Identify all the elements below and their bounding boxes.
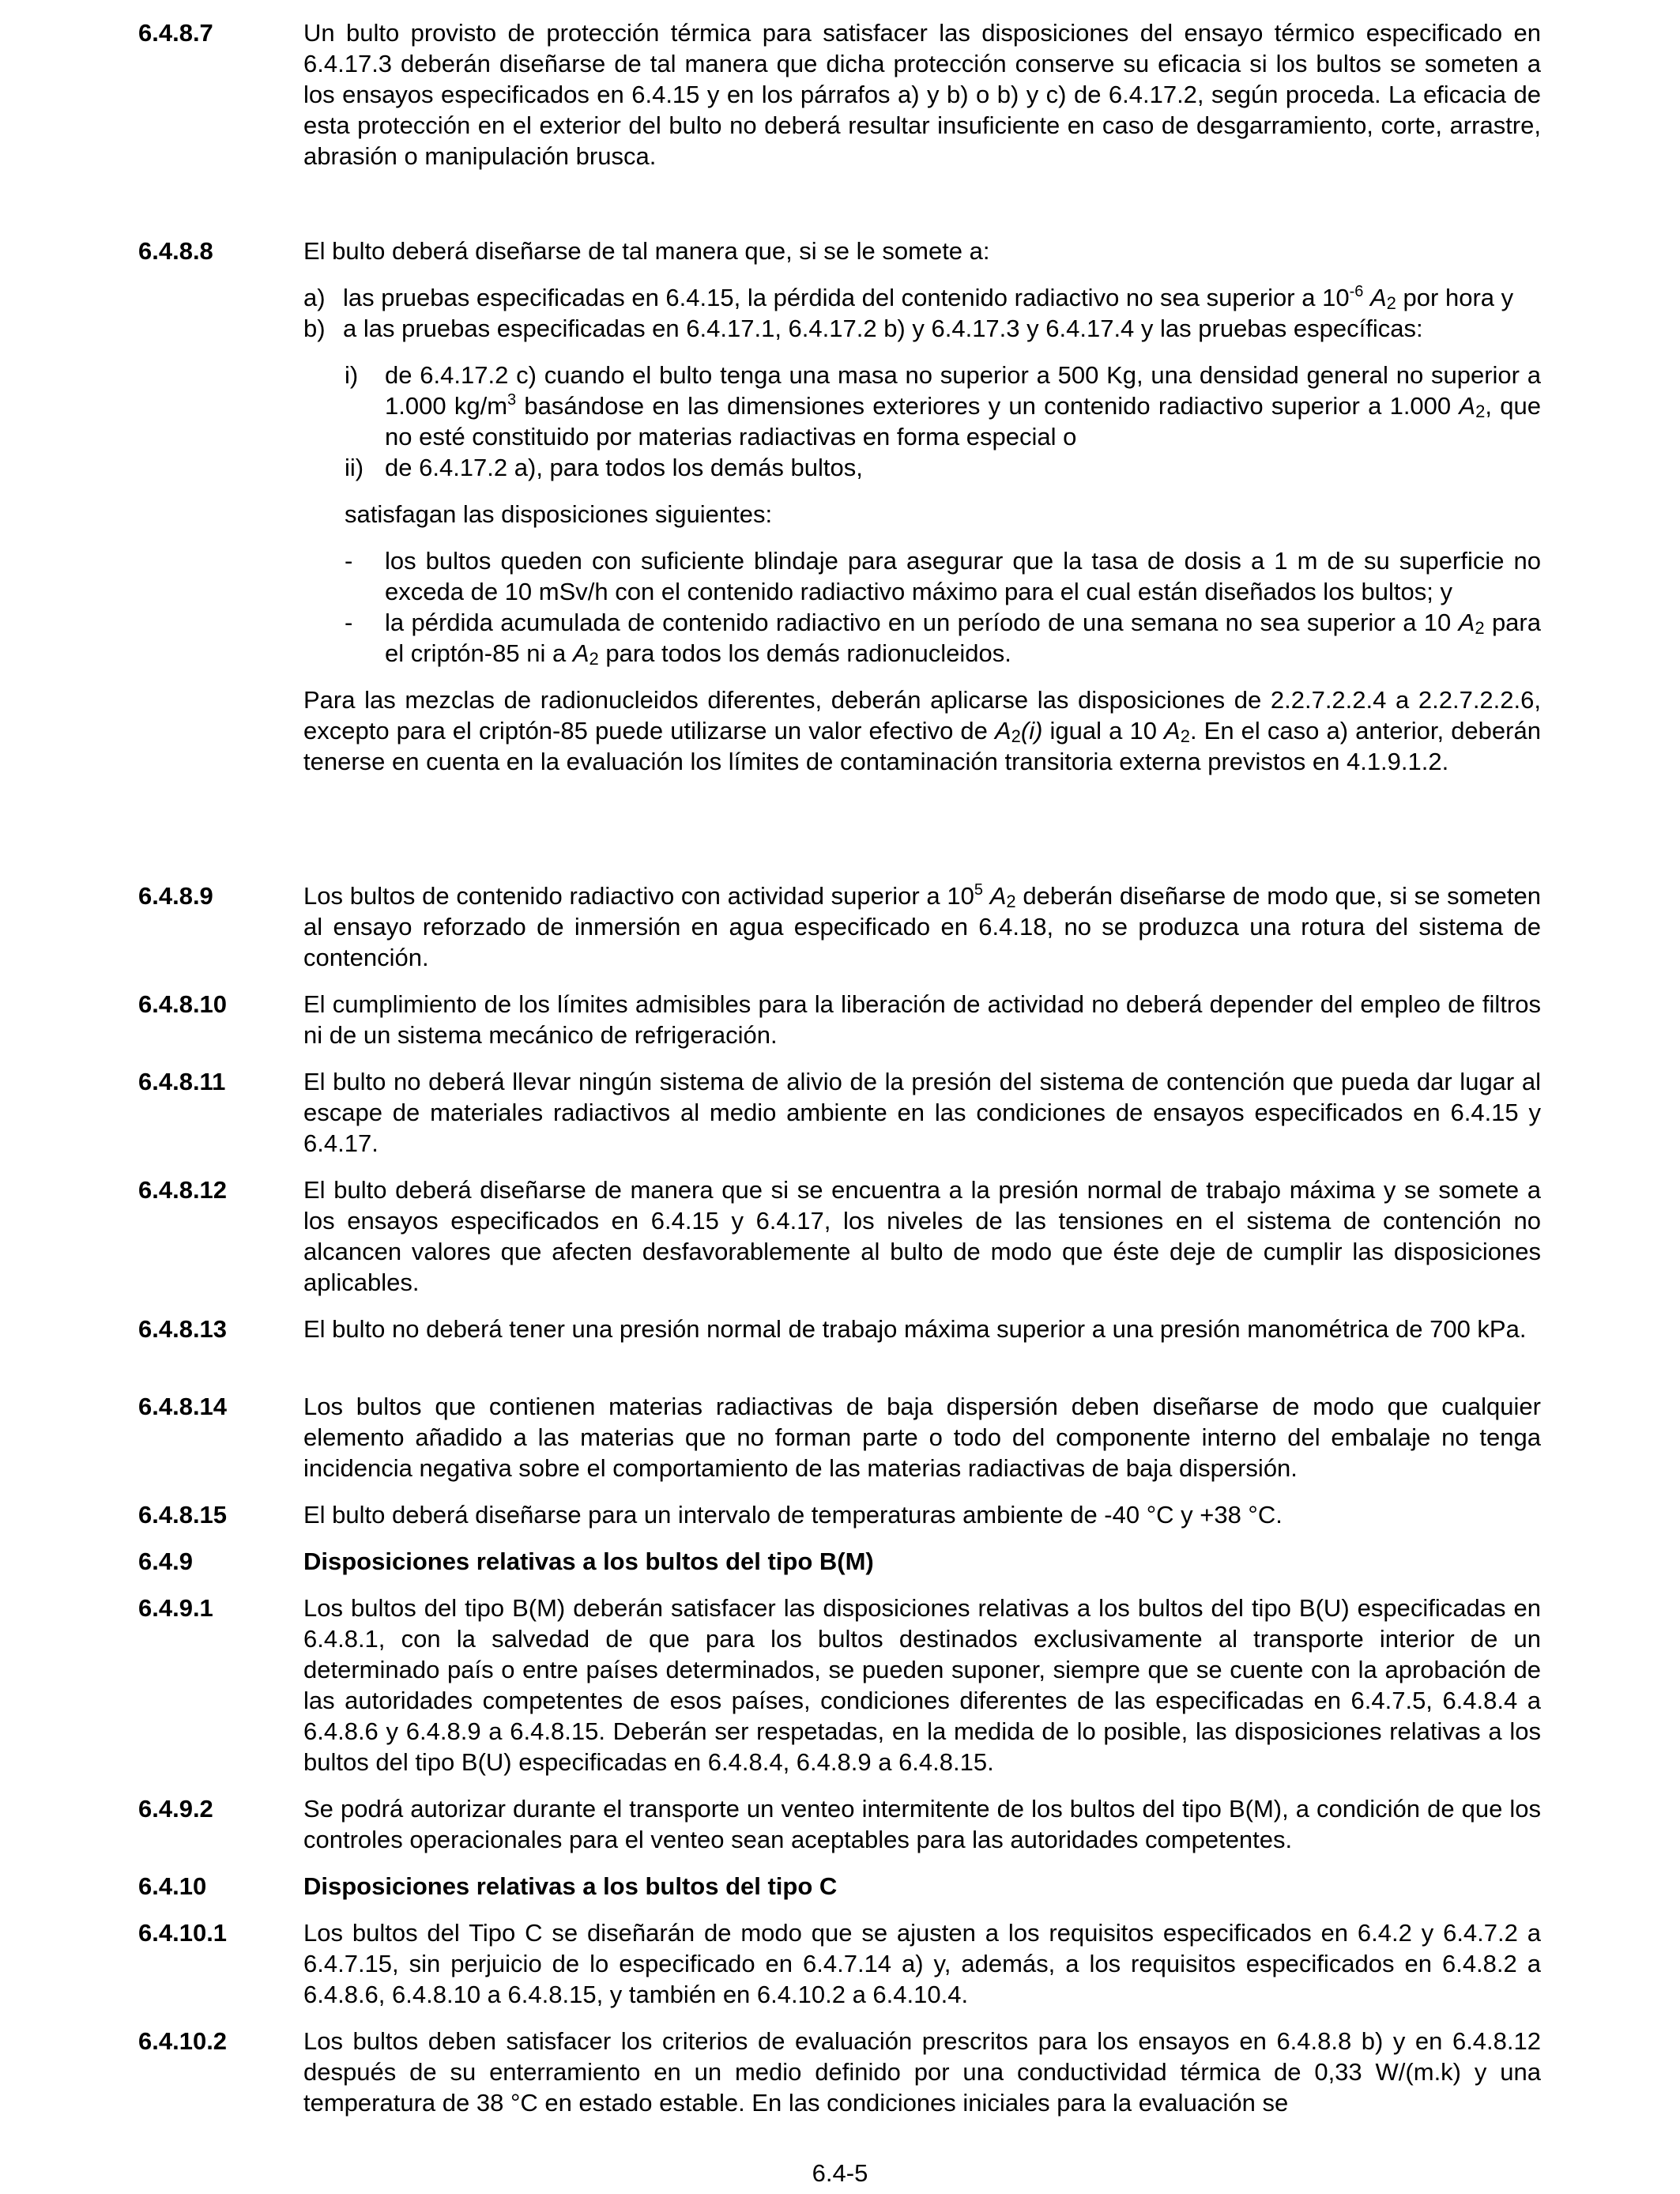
section-number: 6.4.9 [138,1547,193,1575]
list-item-i [303,360,1541,452]
mixtures-paragraph: Para las mezclas de radionucleidos diferentes, deberán aplicarse las disposiciones de 2.2.7.2.2.4 a 2.2.7.2.2.6, excepto para el criptón-85 puede utilizarse un valor efectivo de $A_2(i)$ igual a 10 $A_2$. En el caso a) anterior, deberán tenerse en cuenta en la evaluación los límites de contaminación transitoria externa previstos en 4.1.9.1.2. [303,686,1541,775]
section-number: 6.4.8.12 [138,1176,228,1204]
dash-item-1 [303,545,1541,607]
paragraph: Los bultos deben satisfacer los criterios de evaluación prescritos para los ensayos en 6.4.8.8 b) y en 6.4.8.12 después de su enterramiento en un medio definido por una conductividad térmica de 0,33 W/(m.k) y una temperatura de 38 °C en estado estable. En las condiciones iniciales para la evaluación se [303,2027,1541,2117]
section-body [303,1066,1541,1159]
section-body [303,236,1541,777]
paragraph: El bulto deberá diseñarse de manera que si se encuentra a la presión normal de trabajo máxima y se somete a los ensayos especificados en 6.4.15 y 6.4.17, los niveles de las tensiones en el sistema de contención no alcancen valores que afecten desfavorablemente al bulto de modo que éste deje de cumplir las disposiciones aplicables. [303,1176,1541,1296]
section-number: 6.4.10.1 [138,1919,228,1947]
item-label: b) [303,315,326,342]
dash-item-2 [303,607,1541,669]
intro-paragraph: El bulto deberá diseñarse de tal manera que, si se le somete a: [303,237,990,265]
section-body [303,2026,1541,2118]
paragraph: El bulto no deberá tener una presión normal de trabajo máxima superior a una presión manométrica de 700 kPa. [303,1315,1527,1343]
section-number: 6.4.8.9 [138,882,213,910]
item-label: ii) [345,454,364,481]
section-body [303,989,1541,1050]
section-number: 6.4.8.7 [138,19,213,47]
section-number: 6.4.9.2 [138,1795,213,1823]
item-label: - [345,547,353,575]
section-number: 6.4.8.15 [138,1501,228,1529]
paragraph: Se podrá autorizar durante el transporte un venteo intermitente de los bultos del tipo B(M), a condición de que los controles operacionales para el venteo sean aceptables para las autoridades competentes. [303,1795,1541,1853]
page-number: 6.4-5 [812,2159,868,2187]
list-item-a [303,282,1541,313]
paragraph: Los bultos de contenido radiactivo con actividad superior a $10^5$ $A_2$ deberán diseñarse de modo que, si se someten al ensayo reforzado de inmersión en agua especificado en 6.4.18, no se produzca una rotura del sistema de contención. [303,881,1541,971]
item-text: de 6.4.17.2 a), para todos los demás bultos, [385,454,863,481]
section-number: 6.4.8.11 [138,1068,226,1095]
section-number: 6.4.9.1 [138,1594,213,1622]
item-label: i) [345,361,359,389]
paragraph: Los bultos del Tipo C se diseñarán de modo que se ajusten a los requisitos especificados en 6.4.2 y 6.4.7.2 a 6.4.7.15, sin perjuicio de lo especificado en 6.4.7.14 a) y, además, a los requisitos especificados en 6.4.8.2 a 6.4.8.6, 6.4.8.10 a 6.4.8.15, y también en 6.4.10.2 a 6.4.10.4. [303,1919,1541,2008]
section-body [303,17,1541,172]
section-number: 6.4.10.2 [138,2027,228,2055]
item-text: los bultos queden con suficiente blindaje para asegurar que la tasa de dosis a 1 m de su superficie no exceda de 10 mSv/h con el contenido radiactivo máximo para el cual están diseñados los bultos; y [385,547,1541,605]
section-body [303,1174,1541,1298]
paragraph: El cumplimiento de los límites admisibles para la liberación de actividad no deberá depender del empleo de filtros ni de un sistema mecánico de refrigeración. [303,990,1541,1049]
paragraph: Un bulto provisto de protección térmica para satisfacer las disposiciones del ensayo térmico especificado en 6.4.17.3 deberán diseñarse de tal manera que dicha protección conserve su eficacia si los bultos se someten a los ensayos especificados en 6.4.15 y en los párrafos a) y b) o b) y c) de 6.4.17.2, según proceda. La eficacia de esta protección en el exterior del bulto no deberá resultar insuficiente en caso de desgarramiento, corte, arrastre, abrasión o manipulación brusca. [303,19,1541,170]
list-item-b [303,313,1541,344]
section-body [303,1593,1541,1777]
paragraph: El bulto no deberá llevar ningún sistema de alivio de la presión del sistema de contención que pueda dar lugar al escape de materiales radiactivos al medio ambiente en las condiciones de ensayos especificados en 6.4.15 y 6.4.17. [303,1068,1541,1157]
item-text: de 6.4.17.2 c) cuando el bulto tenga una masa no superior a 500 Kg, una densidad general no superior a 1.000 $kg/m^3$ basándose en las dimensiones exteriores y un contenido radiactivo superior a 1.000 $A_2$, que no esté constituido por materias radiactivas en forma especial o [385,361,1541,450]
section-body [303,880,1541,973]
section-body [303,1314,1541,1344]
item-label: - [345,609,353,636]
section-heading: Disposiciones relativas a los bultos del tipo B(M) [303,1547,874,1575]
section-body [303,1499,1541,1530]
section-number: 6.4.8.8 [138,237,213,265]
paragraph: Los bultos del tipo B(M) deberán satisfacer las disposiciones relativas a los bultos del tipo B(U) especificadas en 6.4.8.1, con la salvedad de que para los bultos destinados exclusivamente al transporte interior de un determinado país o entre países determinados, se pueden suponer, siempre que se cuente con la aprobación de las autoridades competentes de esos países, condiciones diferentes de las especificadas en 6.4.7.5, 6.4.8.4 a 6.4.8.6 y 6.4.8.9 a 6.4.8.15. Deberán ser respetadas, en la medida de lo posible, las disposiciones relativas a los bultos del tipo B(U) especificadas en 6.4.8.4, 6.4.8.9 a 6.4.8.15. [303,1594,1541,1776]
list-item-ii [303,452,1541,483]
satisfy-paragraph: satisfagan las disposiciones siguientes: [345,500,773,528]
paragraph: Los bultos que contienen materias radiactivas de baja dispersión deben diseñarse de modo que cualquier elemento añadido a las materias que no forman parte o todo del componente interno del embalaje no tenga incidencia negativa sobre el comportamiento de las materias radiactivas de baja dispersión. [303,1393,1541,1482]
paragraph: El bulto deberá diseñarse para un intervalo de temperaturas ambiente de -40 °C y +38 °C. [303,1501,1283,1529]
section-heading: Disposiciones relativas a los bultos del tipo C [303,1872,838,1900]
section-number: 6.4.8.13 [138,1315,228,1343]
section-number: 6.4.8.10 [138,990,228,1018]
item-text: la pérdida acumulada de contenido radiactivo en un período de una semana no sea superior a 10 $A_2$ para el criptón-85 ni a $A_2$ para todos los demás radionucleidos. [385,609,1541,669]
section-number: 6.4.8.14 [138,1393,228,1420]
section-body [303,1793,1541,1855]
item-label: a) [303,284,326,311]
section-body [303,1917,1541,2010]
section-body [303,1391,1541,1483]
item-text: a las pruebas especificadas en 6.4.17.1, 6.4.17.2 b) y 6.4.17.3 y 6.4.17.4 y las pruebas específicas: [343,315,1423,342]
item-text: las pruebas especificadas en 6.4.15, la pérdida del contenido radiactivo no sea superior a $10^{-6}$ $A_2$ por hora y [343,283,1514,313]
section-number: 6.4.10 [138,1872,207,1900]
